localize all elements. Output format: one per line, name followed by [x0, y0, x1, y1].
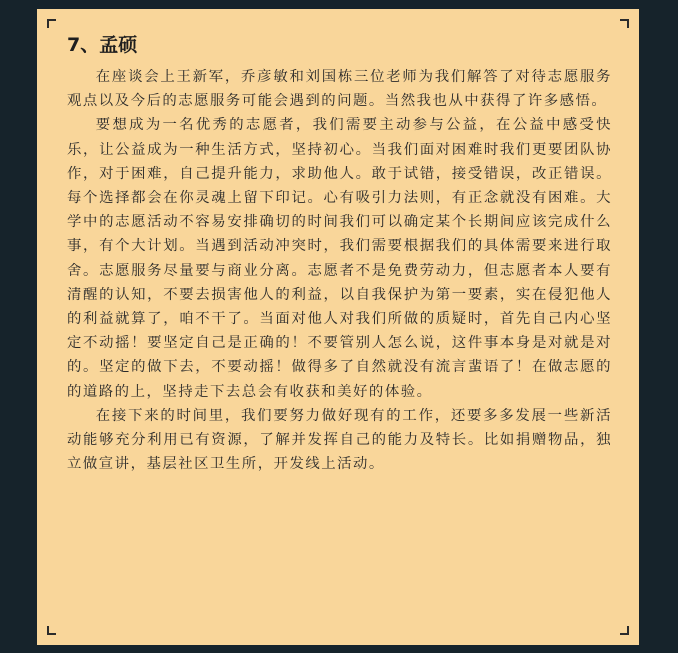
paragraph-2: 要想成为一名优秀的志愿者，我们需要主动参与公益，在公益中感受快乐，让公益成为一种生活方式，坚持初心。当我们面对困难时我们更要团队协作，对于困难，自己提升能力，求助他人。敢于试错，接受错误，改正错误。每个选择都会在你灵魂上留下印记。心有吸引力法则，有正念就没有困难。大学中的志愿活动不容易安排确切的时间我们可以确定某个长期间应该完成什么事，有个大计划。当遇到活动冲突时，我们需要根据我们的具体需要来进行取舍。志愿服务尽量要与商业分离。志愿者不是免费劳动力，但志愿者本人要有清醒的认知，不要去损害他人的利益，以自我保护为第一要素，实在侵犯他人的利益就算了，咱不干了。当面对他人对我们所做的质疑时，首先自己内心坚定不动摇！要坚定自己是正确的！不要管别人怎么说，这件事本身是对就是对的。坚定的做下去，不要动摇！做得多了自然就没有流言蜚语了！在做志愿的的道路的上，坚持走下去总会有收获和美好的体验。 [67, 117, 612, 400]
document-content [67, 31, 612, 476]
corner-mark-top-left [47, 19, 56, 28]
paragraph-3: 在接下来的时间里，我们要努力做好现有的工作，还要多多发展一些新活动能够充分利用已有资源，了解并发挥自己的能力及特长。比如捐赠物品，独立做宣讲，基层社区卫生所，开发线上活动。 [67, 407, 612, 473]
corner-mark-bottom-left [47, 626, 56, 635]
document-card [37, 9, 639, 645]
paragraph-1: 在座谈会上王新军，乔彦敏和刘国栋三位老师为我们解答了对待志愿服务观点以及今后的志愿服务可能会遇到的问题。当然我也从中获得了许多感悟。 [67, 69, 612, 110]
corner-mark-bottom-right [620, 626, 629, 635]
section-title: 7、孟硕 [67, 34, 138, 56]
corner-mark-top-right [620, 19, 629, 28]
